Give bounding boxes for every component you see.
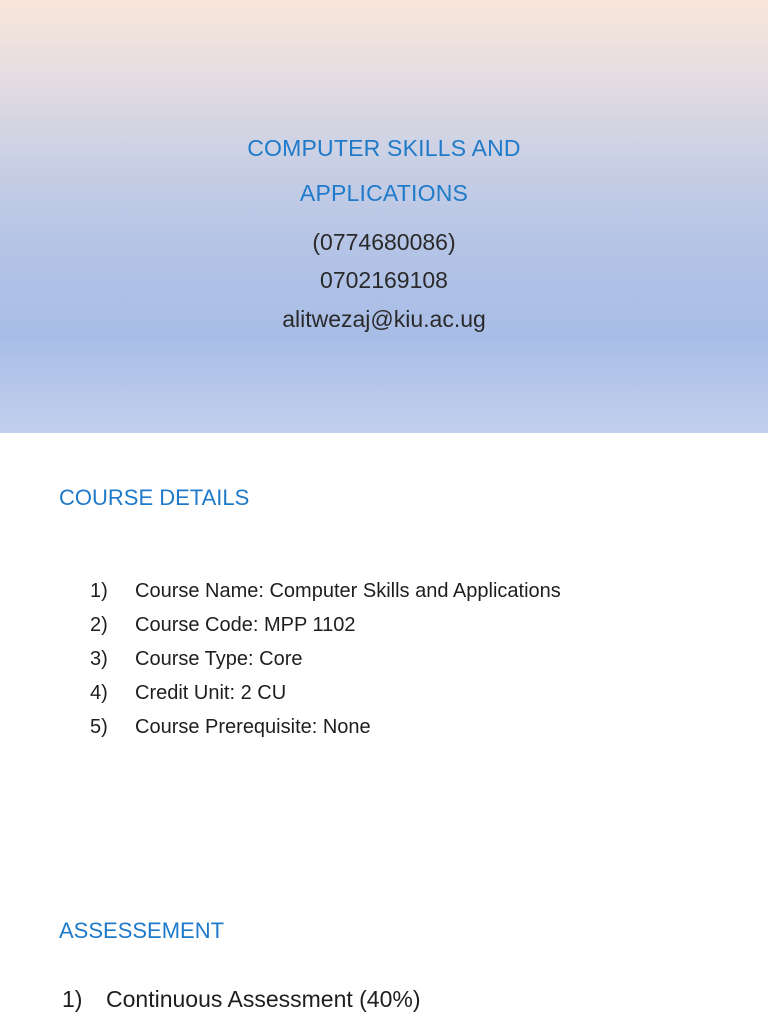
list-item-number: 3) — [90, 648, 108, 670]
assessment-list — [62, 984, 421, 1014]
phone-number-primary: (0774680086) — [312, 229, 456, 255]
list-item — [90, 577, 561, 611]
title-banner — [0, 0, 768, 433]
list-item — [90, 713, 561, 747]
course-title-line-1: COMPUTER SKILLS AND — [247, 135, 521, 161]
list-item-text: Credit Unit: 2 CU — [135, 682, 287, 704]
list-item — [62, 984, 421, 1014]
list-item-text: Course Code: MPP 1102 — [135, 614, 356, 636]
course-details-heading: COURSE DETAILS — [59, 485, 250, 510]
list-item-number: 1) — [90, 580, 108, 602]
list-item — [90, 611, 561, 645]
list-item-text: Course Name: Computer Skills and Applications — [135, 580, 561, 602]
list-item — [90, 645, 561, 679]
list-item — [90, 679, 561, 713]
list-item-number: 1) — [62, 986, 83, 1012]
list-item-number: 4) — [90, 682, 108, 704]
list-item-text: Course Type: Core — [135, 648, 303, 670]
list-item-text: Continuous Assessment (40%) — [106, 986, 421, 1012]
course-title-line-2: APPLICATIONS — [299, 180, 469, 206]
list-item-number: 5) — [90, 716, 108, 738]
contact-email: alitwezaj@kiu.ac.ug — [282, 306, 486, 332]
phone-number-secondary: 0702169108 — [320, 267, 448, 293]
list-item-text: Course Prerequisite: None — [135, 716, 371, 738]
course-details-list — [90, 577, 561, 747]
assessment-heading: ASSESSEMENT — [59, 918, 225, 943]
list-item-number: 2) — [90, 614, 108, 636]
